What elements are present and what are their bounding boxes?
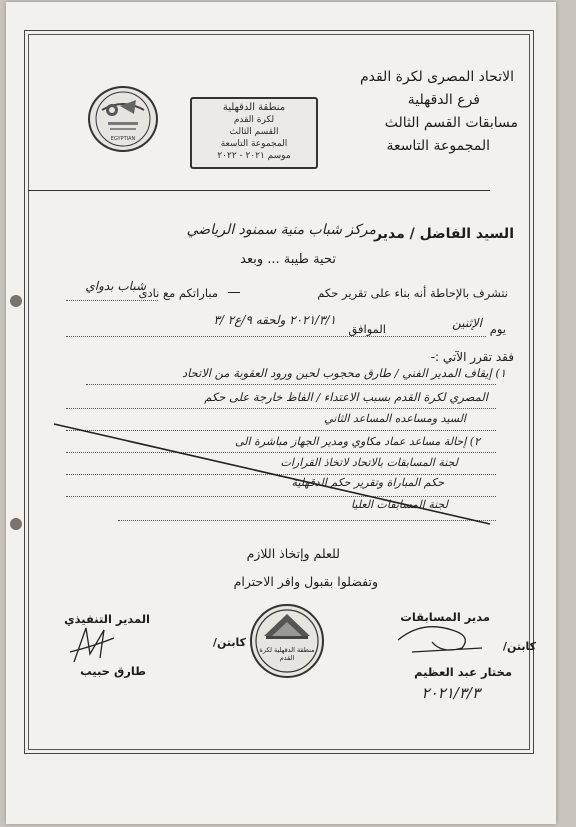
logo-caption: EGYPTIAN: [110, 136, 136, 142]
opponent-handwritten: شباب بدواي: [85, 279, 146, 293]
seal-text: منطقة الدقهلية لكرة القدم: [259, 646, 315, 662]
competitions-manager-name: مختار عبد العظيم: [414, 665, 512, 679]
competitions-manager-title: مدير المسابقات: [400, 610, 490, 624]
body-line-1b: مباراتكم مع نادى: [138, 286, 218, 300]
closing-line-2: وتفضلوا بقبول وافر الاحترام: [233, 574, 378, 589]
date-handwritten: ٢٠٢١/٣/١ ولحقه ٩/ع٢ /٣: [213, 313, 336, 327]
decision-line: لجنة المسابقات بالاتحاد لاتخاذ القرارات: [280, 456, 458, 469]
stamp-line-4: المجموعة التاسعة: [220, 139, 288, 149]
closing-line-1: للعلم وإتخاذ اللازم: [246, 546, 340, 561]
stamp-line-2: لكرة القدم: [233, 115, 275, 125]
header-line-1: الاتحاد المصرى لكرة القدم: [359, 69, 514, 85]
seal-icon: [252, 606, 322, 676]
body-line-1: نتشرف بالإحاطة أنه بناء على تقرير حكم: [317, 286, 508, 300]
decision-line: حكم المباراة وتقرير حكم الدقهلية: [291, 476, 444, 489]
header-line-2: فرع الدقهلية: [407, 92, 480, 108]
right-rank: كابتن/: [502, 640, 536, 653]
addressee-handwritten: مركز شباب منية سمنود الرياضي: [186, 222, 376, 238]
decision-line: ٢) إحالة مساعد عماد مكاوي ومدير الجهاز مباشرة الى: [235, 435, 480, 448]
header-line-3: مسابقات القسم الثالث: [384, 115, 518, 131]
region-seal: [250, 604, 324, 678]
greeting: تحية طيبة ... وبعد: [240, 252, 336, 267]
decision-line: السيد ومساعده المساعد الثاني: [324, 412, 466, 425]
stamp-line-3: القسم الثالث: [229, 127, 279, 137]
decision-line: لجنة المسابقات العليا: [351, 498, 448, 511]
signature-right: [392, 618, 492, 658]
executive-director-name: طارق حبيب: [80, 664, 146, 678]
stamp-line-1: منطقة الدقهلية: [222, 102, 286, 113]
decision-line: المصري لكرة القدم بسبب الاعتداء / الفاظ خارجة على حكم: [204, 390, 488, 404]
decision-line: ١) إيقاف المدير الفني / طارق محجوب لحين ورود العقوبة من الاتحاد: [181, 366, 506, 380]
day-handwritten: الإثنين: [452, 316, 482, 330]
header-line-4: المجموعة التاسعة: [386, 138, 490, 154]
addressee-label: السيد الفاضل / مدير: [374, 226, 514, 242]
signature-left: [64, 622, 120, 668]
date-label: الموافق: [348, 322, 386, 336]
center-rank: كابتن/: [212, 636, 246, 649]
stamp-line-5: موسم ٢٠٢١ - ٢٠٢٢: [217, 151, 291, 161]
executive-director-title: المدير التنفيذي: [64, 612, 150, 626]
day-label: يوم: [489, 322, 506, 336]
decisions-label: فقد تقرر الآتي :-: [430, 350, 514, 364]
signature-date: ٢٠٢١/٣/٣: [421, 684, 480, 702]
